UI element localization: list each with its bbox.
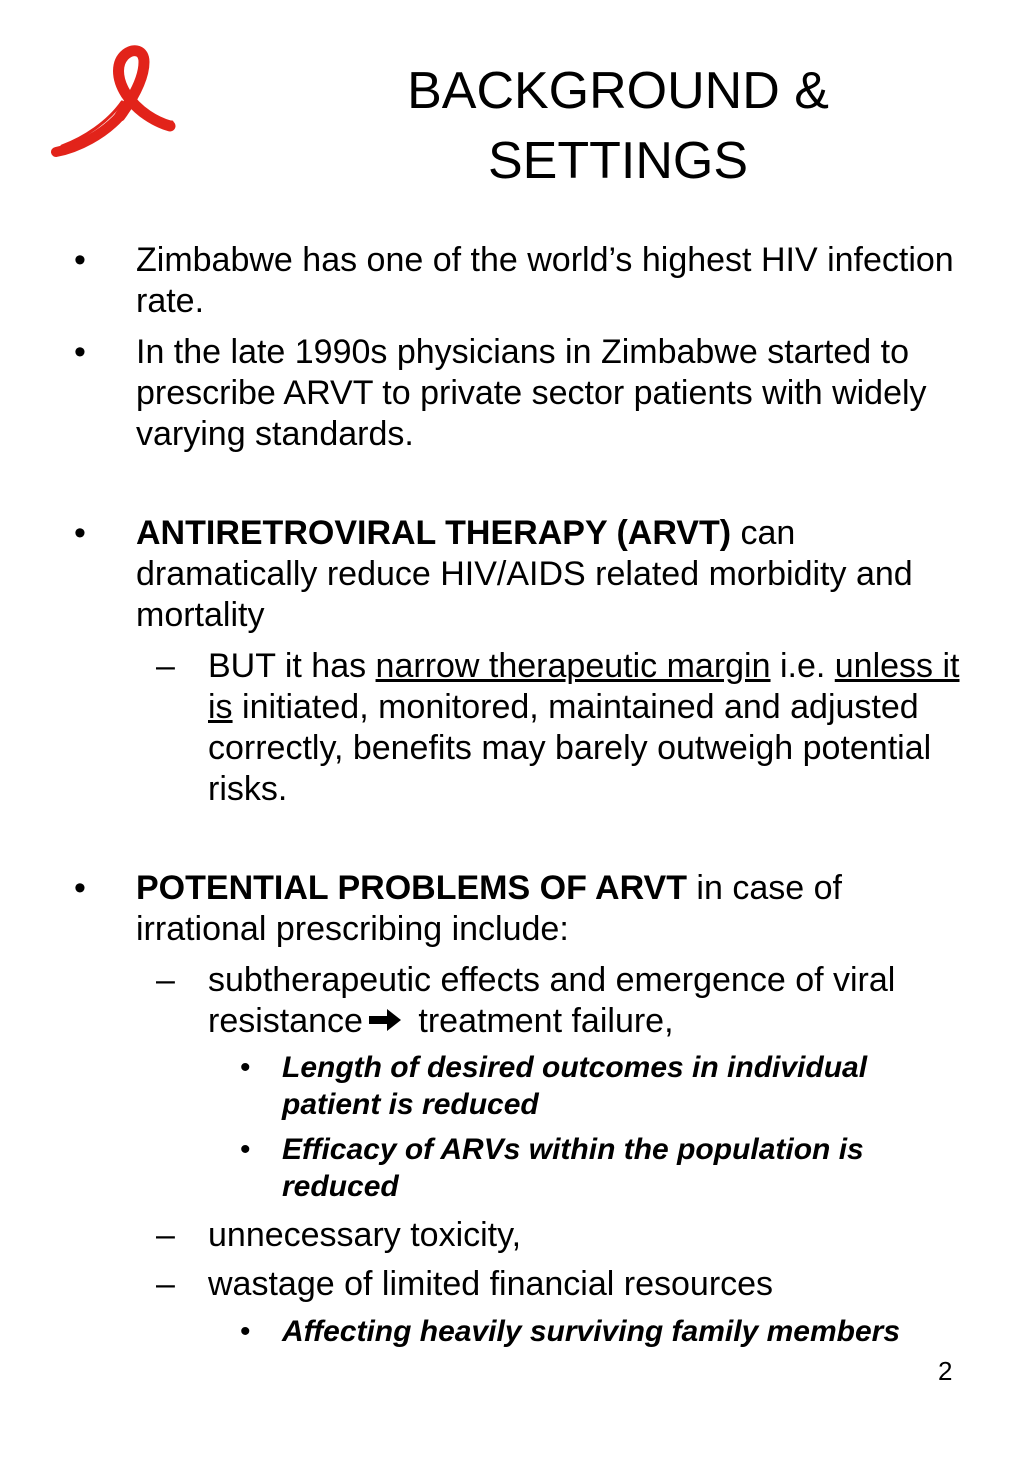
red-ribbon-icon — [48, 42, 178, 160]
sub-bullet-item — [156, 646, 968, 810]
sub-text-part: treatment failure, — [408, 1002, 674, 1040]
underlined-phrase: unless it is — [208, 647, 960, 726]
underlined-phrase: narrow therapeutic margin — [375, 647, 771, 685]
bullet-mark: • — [74, 514, 86, 552]
sub-text-part: i.e. — [770, 647, 835, 685]
bullet-item — [74, 332, 956, 455]
right-arrow-icon — [367, 1007, 403, 1033]
bullet-item — [74, 240, 956, 322]
bullet-text: in case of irrational prescribing include: — [136, 869, 842, 948]
bullet-item — [74, 868, 956, 950]
sub-bullet-item — [156, 1264, 968, 1305]
sub-sub-bullet-item — [240, 1131, 972, 1205]
bullet-text: Zimbabwe has one of the world’s highest HIV infection rate. — [136, 241, 954, 320]
bullet-bold-heading: ANTIRETROVIRAL THERAPY (ARVT) — [136, 514, 732, 552]
bullet-mark: • — [240, 1133, 251, 1166]
bullet-mark: • — [74, 241, 86, 279]
title-line-1: BACKGROUND & — [407, 62, 829, 120]
emphasis-text: Efficacy of ARVs within the population is reduced — [282, 1133, 864, 1203]
sub-bullet-item — [156, 1215, 968, 1256]
bullet-mark: • — [74, 333, 86, 371]
sub-sub-bullet-item — [240, 1313, 972, 1350]
bullet-bold-heading: POTENTIAL PROBLEMS OF ARVT — [136, 869, 687, 907]
dash-mark: – — [156, 1216, 175, 1254]
sub-text: wastage of limited financial resources — [208, 1265, 774, 1303]
bullet-mark: • — [240, 1051, 251, 1084]
title-line-2: SETTINGS — [487, 132, 749, 190]
sub-text-part: initiated, monitored, maintained and adjusted correctly, benefits may barely outweigh potential risks. — [208, 688, 932, 808]
sub-text-part: subtherapeutic effects and emergence of viral resistance — [208, 961, 896, 1040]
bullet-text: can dramatically reduce HIV/AIDS related morbidity and mortality — [136, 514, 913, 634]
dash-mark: – — [156, 1265, 175, 1303]
bullet-item — [74, 513, 956, 636]
emphasis-text: Length of desired outcomes in individual patient is reduced — [282, 1051, 868, 1121]
sub-sub-bullet-item — [240, 1049, 972, 1123]
emphasis-text: Affecting heavily surviving family members — [282, 1315, 901, 1348]
bullet-mark: • — [74, 869, 86, 907]
sub-text: unnecessary toxicity, — [208, 1216, 522, 1254]
bullet-text: In the late 1990s physicians in Zimbabwe started to prescribe ARVT to private sector patients with widely varying standards. — [136, 333, 927, 453]
sub-bullet-item — [156, 960, 968, 1042]
page-number: 2 — [938, 1356, 953, 1386]
sub-text-part: BUT it has — [208, 647, 376, 685]
bullet-mark: • — [240, 1315, 251, 1348]
slide-title — [318, 56, 918, 196]
dash-mark: – — [156, 647, 175, 685]
dash-mark: – — [156, 961, 175, 999]
